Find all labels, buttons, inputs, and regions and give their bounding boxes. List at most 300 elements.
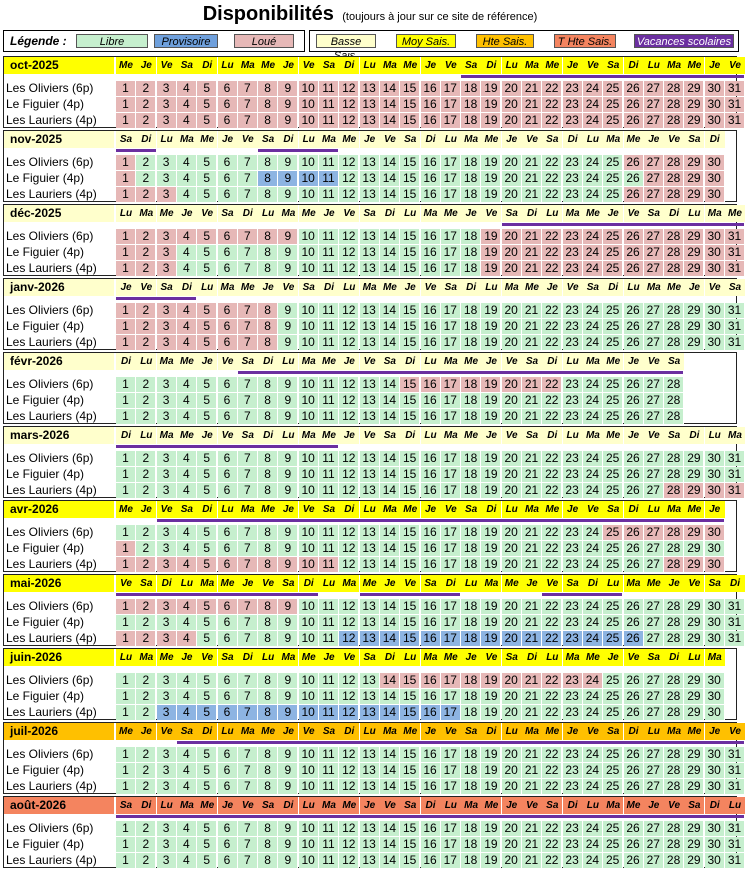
- day-cell[interactable]: 7: [238, 631, 258, 646]
- day-cell[interactable]: 18: [461, 81, 481, 96]
- day-cell[interactable]: 26: [624, 261, 644, 276]
- day-cell[interactable]: 3: [157, 631, 177, 646]
- day-cell[interactable]: 12: [339, 409, 359, 424]
- day-cell[interactable]: 20: [502, 409, 522, 424]
- day-cell[interactable]: 19: [481, 615, 501, 630]
- day-cell[interactable]: 10: [299, 451, 319, 466]
- day-cell[interactable]: 23: [563, 467, 583, 482]
- day-cell[interactable]: 30: [705, 599, 725, 614]
- day-cell[interactable]: 1: [116, 245, 136, 260]
- day-cell[interactable]: 11: [319, 747, 339, 762]
- day-cell[interactable]: 2: [136, 229, 156, 244]
- day-cell[interactable]: 18: [461, 483, 481, 498]
- day-cell[interactable]: 22: [542, 673, 562, 688]
- day-cell[interactable]: 27: [644, 689, 664, 704]
- day-cell[interactable]: 21: [522, 229, 542, 244]
- day-cell[interactable]: 14: [380, 615, 400, 630]
- day-cell[interactable]: 8: [258, 187, 278, 202]
- day-cell[interactable]: 7: [238, 673, 258, 688]
- day-cell[interactable]: 4: [177, 541, 197, 556]
- day-cell[interactable]: 25: [603, 779, 623, 794]
- day-cell[interactable]: 27: [644, 525, 664, 540]
- day-cell[interactable]: 7: [238, 245, 258, 260]
- day-cell[interactable]: 16: [421, 97, 441, 112]
- day-cell[interactable]: 16: [421, 689, 441, 704]
- day-cell[interactable]: 13: [360, 155, 380, 170]
- day-cell[interactable]: 11: [319, 689, 339, 704]
- day-cell[interactable]: 19: [481, 853, 501, 868]
- day-cell[interactable]: 2: [136, 97, 156, 112]
- day-cell[interactable]: 25: [603, 763, 623, 778]
- day-cell[interactable]: 16: [421, 319, 441, 334]
- day-cell[interactable]: 12: [339, 467, 359, 482]
- day-cell[interactable]: 4: [177, 837, 197, 852]
- day-cell[interactable]: 25: [603, 837, 623, 852]
- day-cell[interactable]: 7: [238, 303, 258, 318]
- day-cell[interactable]: 6: [218, 821, 238, 836]
- day-cell[interactable]: 7: [238, 451, 258, 466]
- day-cell[interactable]: 11: [319, 97, 339, 112]
- day-cell[interactable]: 4: [177, 319, 197, 334]
- day-cell[interactable]: 14: [380, 393, 400, 408]
- day-cell[interactable]: 31: [725, 779, 745, 794]
- day-cell[interactable]: 30: [705, 97, 725, 112]
- day-cell[interactable]: 3: [157, 261, 177, 276]
- day-cell[interactable]: 26: [624, 113, 644, 128]
- day-cell[interactable]: 12: [339, 245, 359, 260]
- day-cell[interactable]: 8: [258, 377, 278, 392]
- day-cell[interactable]: 9: [278, 525, 298, 540]
- day-cell[interactable]: 23: [563, 541, 583, 556]
- day-cell[interactable]: 8: [258, 779, 278, 794]
- day-cell[interactable]: 2: [136, 409, 156, 424]
- day-cell[interactable]: 18: [461, 187, 481, 202]
- day-cell[interactable]: 3: [157, 377, 177, 392]
- day-cell[interactable]: 5: [197, 631, 217, 646]
- day-cell[interactable]: 23: [563, 557, 583, 572]
- day-cell[interactable]: 11: [319, 155, 339, 170]
- day-cell[interactable]: 10: [299, 187, 319, 202]
- day-cell[interactable]: 9: [278, 81, 298, 96]
- day-cell[interactable]: 26: [624, 821, 644, 836]
- day-cell[interactable]: 11: [319, 377, 339, 392]
- day-cell[interactable]: 23: [563, 837, 583, 852]
- day-cell[interactable]: 6: [218, 335, 238, 350]
- day-cell[interactable]: 8: [258, 393, 278, 408]
- day-cell[interactable]: 6: [218, 763, 238, 778]
- day-cell[interactable]: 31: [725, 451, 745, 466]
- day-cell[interactable]: 1: [116, 319, 136, 334]
- day-cell[interactable]: 22: [542, 541, 562, 556]
- day-cell[interactable]: 22: [542, 171, 562, 186]
- day-cell[interactable]: 28: [664, 599, 684, 614]
- day-cell[interactable]: 31: [725, 229, 745, 244]
- day-cell[interactable]: 30: [705, 779, 725, 794]
- day-cell[interactable]: 28: [664, 631, 684, 646]
- day-cell[interactable]: 23: [563, 689, 583, 704]
- day-cell[interactable]: 3: [157, 303, 177, 318]
- day-cell[interactable]: 12: [339, 97, 359, 112]
- day-cell[interactable]: 9: [278, 155, 298, 170]
- day-cell[interactable]: 20: [502, 97, 522, 112]
- day-cell[interactable]: 7: [238, 261, 258, 276]
- day-cell[interactable]: 4: [177, 97, 197, 112]
- day-cell[interactable]: 30: [705, 631, 725, 646]
- day-cell[interactable]: 4: [177, 81, 197, 96]
- day-cell[interactable]: 6: [218, 187, 238, 202]
- day-cell[interactable]: 2: [136, 779, 156, 794]
- day-cell[interactable]: 26: [624, 155, 644, 170]
- day-cell[interactable]: 30: [705, 483, 725, 498]
- day-cell[interactable]: 24: [583, 689, 603, 704]
- day-cell[interactable]: 2: [136, 705, 156, 720]
- day-cell[interactable]: 20: [502, 599, 522, 614]
- day-cell[interactable]: 10: [299, 245, 319, 260]
- day-cell[interactable]: 13: [360, 763, 380, 778]
- day-cell[interactable]: 17: [441, 187, 461, 202]
- day-cell[interactable]: 20: [502, 113, 522, 128]
- day-cell[interactable]: 8: [258, 615, 278, 630]
- day-cell[interactable]: 29: [684, 853, 704, 868]
- day-cell[interactable]: 20: [502, 483, 522, 498]
- day-cell[interactable]: 20: [502, 335, 522, 350]
- day-cell[interactable]: 3: [157, 557, 177, 572]
- day-cell[interactable]: 22: [542, 467, 562, 482]
- day-cell[interactable]: 10: [299, 155, 319, 170]
- day-cell[interactable]: 13: [360, 451, 380, 466]
- day-cell[interactable]: 14: [380, 747, 400, 762]
- day-cell[interactable]: 26: [624, 335, 644, 350]
- day-cell[interactable]: 1: [116, 377, 136, 392]
- day-cell[interactable]: 20: [502, 229, 522, 244]
- day-cell[interactable]: 24: [583, 187, 603, 202]
- day-cell[interactable]: 25: [603, 483, 623, 498]
- day-cell[interactable]: 23: [563, 97, 583, 112]
- day-cell[interactable]: 15: [400, 171, 420, 186]
- day-cell[interactable]: 17: [441, 763, 461, 778]
- day-cell[interactable]: 15: [400, 97, 420, 112]
- day-cell[interactable]: 22: [542, 155, 562, 170]
- day-cell[interactable]: 20: [502, 673, 522, 688]
- day-cell[interactable]: 4: [177, 377, 197, 392]
- day-cell[interactable]: 27: [644, 393, 664, 408]
- day-cell[interactable]: 7: [238, 229, 258, 244]
- day-cell[interactable]: 13: [360, 113, 380, 128]
- day-cell[interactable]: 18: [461, 631, 481, 646]
- day-cell[interactable]: 12: [339, 377, 359, 392]
- day-cell[interactable]: 16: [421, 615, 441, 630]
- day-cell[interactable]: 18: [461, 245, 481, 260]
- day-cell[interactable]: 6: [218, 853, 238, 868]
- day-cell[interactable]: 20: [502, 557, 522, 572]
- day-cell[interactable]: 22: [542, 599, 562, 614]
- day-cell[interactable]: 7: [238, 779, 258, 794]
- day-cell[interactable]: 22: [542, 261, 562, 276]
- day-cell[interactable]: 8: [258, 467, 278, 482]
- day-cell[interactable]: 3: [157, 779, 177, 794]
- day-cell[interactable]: 17: [441, 319, 461, 334]
- day-cell[interactable]: 10: [299, 393, 319, 408]
- day-cell[interactable]: 19: [481, 261, 501, 276]
- day-cell[interactable]: 29: [684, 705, 704, 720]
- day-cell[interactable]: 24: [583, 705, 603, 720]
- day-cell[interactable]: 5: [197, 155, 217, 170]
- day-cell[interactable]: 4: [177, 853, 197, 868]
- day-cell[interactable]: 9: [278, 377, 298, 392]
- day-cell[interactable]: 16: [421, 747, 441, 762]
- day-cell[interactable]: 14: [380, 705, 400, 720]
- day-cell[interactable]: 11: [319, 541, 339, 556]
- day-cell[interactable]: 9: [278, 187, 298, 202]
- day-cell[interactable]: 7: [238, 557, 258, 572]
- day-cell[interactable]: 15: [400, 837, 420, 852]
- day-cell[interactable]: 9: [278, 821, 298, 836]
- day-cell[interactable]: 3: [157, 81, 177, 96]
- day-cell[interactable]: 10: [299, 853, 319, 868]
- day-cell[interactable]: 25: [603, 615, 623, 630]
- day-cell[interactable]: 24: [583, 335, 603, 350]
- day-cell[interactable]: 21: [522, 97, 542, 112]
- day-cell[interactable]: 14: [380, 81, 400, 96]
- day-cell[interactable]: 10: [299, 615, 319, 630]
- day-cell[interactable]: 1: [116, 113, 136, 128]
- day-cell[interactable]: 27: [644, 303, 664, 318]
- day-cell[interactable]: 9: [278, 763, 298, 778]
- day-cell[interactable]: 7: [238, 837, 258, 852]
- day-cell[interactable]: 2: [136, 335, 156, 350]
- day-cell[interactable]: 20: [502, 303, 522, 318]
- day-cell[interactable]: 10: [299, 229, 319, 244]
- day-cell[interactable]: 22: [542, 451, 562, 466]
- day-cell[interactable]: 3: [157, 187, 177, 202]
- day-cell[interactable]: 15: [400, 451, 420, 466]
- day-cell[interactable]: 19: [481, 763, 501, 778]
- day-cell[interactable]: 1: [116, 763, 136, 778]
- day-cell[interactable]: 16: [421, 113, 441, 128]
- day-cell[interactable]: 11: [319, 631, 339, 646]
- day-cell[interactable]: 9: [278, 97, 298, 112]
- day-cell[interactable]: 30: [705, 319, 725, 334]
- day-cell[interactable]: 28: [664, 853, 684, 868]
- day-cell[interactable]: 24: [583, 319, 603, 334]
- day-cell[interactable]: 21: [522, 599, 542, 614]
- day-cell[interactable]: 7: [238, 97, 258, 112]
- day-cell[interactable]: 10: [299, 319, 319, 334]
- day-cell[interactable]: 3: [157, 615, 177, 630]
- day-cell[interactable]: 17: [441, 393, 461, 408]
- day-cell[interactable]: 20: [502, 853, 522, 868]
- day-cell[interactable]: 12: [339, 155, 359, 170]
- day-cell[interactable]: 26: [624, 451, 644, 466]
- day-cell[interactable]: 11: [319, 113, 339, 128]
- day-cell[interactable]: 27: [644, 245, 664, 260]
- day-cell[interactable]: 11: [319, 599, 339, 614]
- day-cell[interactable]: 21: [522, 779, 542, 794]
- day-cell[interactable]: 18: [461, 557, 481, 572]
- day-cell[interactable]: 17: [441, 673, 461, 688]
- day-cell[interactable]: 11: [319, 261, 339, 276]
- day-cell[interactable]: 24: [583, 229, 603, 244]
- day-cell[interactable]: 19: [481, 483, 501, 498]
- day-cell[interactable]: 14: [380, 525, 400, 540]
- day-cell[interactable]: 26: [624, 673, 644, 688]
- day-cell[interactable]: 27: [644, 599, 664, 614]
- day-cell[interactable]: 30: [705, 837, 725, 852]
- day-cell[interactable]: 25: [603, 97, 623, 112]
- day-cell[interactable]: 20: [502, 689, 522, 704]
- day-cell[interactable]: 7: [238, 409, 258, 424]
- day-cell[interactable]: 20: [502, 261, 522, 276]
- day-cell[interactable]: 6: [218, 631, 238, 646]
- day-cell[interactable]: 29: [684, 483, 704, 498]
- day-cell[interactable]: 5: [197, 615, 217, 630]
- day-cell[interactable]: 8: [258, 261, 278, 276]
- day-cell[interactable]: 27: [644, 705, 664, 720]
- day-cell[interactable]: 15: [400, 821, 420, 836]
- day-cell[interactable]: 23: [563, 81, 583, 96]
- day-cell[interactable]: 30: [705, 673, 725, 688]
- day-cell[interactable]: 9: [278, 615, 298, 630]
- day-cell[interactable]: 21: [522, 631, 542, 646]
- day-cell[interactable]: 27: [644, 557, 664, 572]
- day-cell[interactable]: 8: [258, 541, 278, 556]
- day-cell[interactable]: 17: [441, 171, 461, 186]
- day-cell[interactable]: 14: [380, 599, 400, 614]
- day-cell[interactable]: 13: [360, 631, 380, 646]
- day-cell[interactable]: 28: [664, 409, 684, 424]
- day-cell[interactable]: 20: [502, 187, 522, 202]
- day-cell[interactable]: 4: [177, 467, 197, 482]
- day-cell[interactable]: 19: [481, 747, 501, 762]
- day-cell[interactable]: 14: [380, 853, 400, 868]
- day-cell[interactable]: 13: [360, 393, 380, 408]
- day-cell[interactable]: 18: [461, 393, 481, 408]
- day-cell[interactable]: 5: [197, 303, 217, 318]
- day-cell[interactable]: 26: [624, 319, 644, 334]
- day-cell[interactable]: 25: [603, 747, 623, 762]
- day-cell[interactable]: 4: [177, 171, 197, 186]
- day-cell[interactable]: 20: [502, 747, 522, 762]
- day-cell[interactable]: 12: [339, 853, 359, 868]
- day-cell[interactable]: 28: [664, 97, 684, 112]
- day-cell[interactable]: 27: [644, 483, 664, 498]
- day-cell[interactable]: 30: [705, 853, 725, 868]
- day-cell[interactable]: 31: [725, 113, 745, 128]
- day-cell[interactable]: 9: [278, 245, 298, 260]
- day-cell[interactable]: 1: [116, 261, 136, 276]
- day-cell[interactable]: 26: [624, 747, 644, 762]
- day-cell[interactable]: 23: [563, 821, 583, 836]
- day-cell[interactable]: 19: [481, 81, 501, 96]
- day-cell[interactable]: 29: [684, 187, 704, 202]
- day-cell[interactable]: 14: [380, 763, 400, 778]
- day-cell[interactable]: 12: [339, 615, 359, 630]
- day-cell[interactable]: 31: [725, 303, 745, 318]
- day-cell[interactable]: 21: [522, 187, 542, 202]
- day-cell[interactable]: 28: [664, 763, 684, 778]
- day-cell[interactable]: 29: [684, 557, 704, 572]
- day-cell[interactable]: 27: [644, 335, 664, 350]
- day-cell[interactable]: 8: [258, 319, 278, 334]
- day-cell[interactable]: 6: [218, 377, 238, 392]
- day-cell[interactable]: 29: [684, 113, 704, 128]
- day-cell[interactable]: 23: [563, 615, 583, 630]
- day-cell[interactable]: 8: [258, 747, 278, 762]
- day-cell[interactable]: 16: [421, 229, 441, 244]
- day-cell[interactable]: 24: [583, 97, 603, 112]
- day-cell[interactable]: 7: [238, 525, 258, 540]
- day-cell[interactable]: 18: [461, 689, 481, 704]
- day-cell[interactable]: 31: [725, 615, 745, 630]
- day-cell[interactable]: 28: [664, 451, 684, 466]
- day-cell[interactable]: 12: [339, 319, 359, 334]
- day-cell[interactable]: 20: [502, 245, 522, 260]
- day-cell[interactable]: 15: [400, 631, 420, 646]
- day-cell[interactable]: 16: [421, 155, 441, 170]
- day-cell[interactable]: 26: [624, 245, 644, 260]
- day-cell[interactable]: 1: [116, 303, 136, 318]
- day-cell[interactable]: 21: [522, 171, 542, 186]
- day-cell[interactable]: 13: [360, 245, 380, 260]
- day-cell[interactable]: 29: [684, 747, 704, 762]
- day-cell[interactable]: 18: [461, 229, 481, 244]
- day-cell[interactable]: 9: [278, 171, 298, 186]
- day-cell[interactable]: 15: [400, 615, 420, 630]
- day-cell[interactable]: 6: [218, 229, 238, 244]
- day-cell[interactable]: 29: [684, 599, 704, 614]
- day-cell[interactable]: 5: [197, 245, 217, 260]
- day-cell[interactable]: 21: [522, 81, 542, 96]
- day-cell[interactable]: 3: [157, 525, 177, 540]
- day-cell[interactable]: 20: [502, 525, 522, 540]
- day-cell[interactable]: 16: [421, 467, 441, 482]
- day-cell[interactable]: 23: [563, 155, 583, 170]
- day-cell[interactable]: 22: [542, 81, 562, 96]
- day-cell[interactable]: 14: [380, 113, 400, 128]
- day-cell[interactable]: 22: [542, 335, 562, 350]
- day-cell[interactable]: 19: [481, 335, 501, 350]
- day-cell[interactable]: 27: [644, 451, 664, 466]
- day-cell[interactable]: 18: [461, 335, 481, 350]
- day-cell[interactable]: 17: [441, 409, 461, 424]
- day-cell[interactable]: 26: [624, 483, 644, 498]
- day-cell[interactable]: 2: [136, 599, 156, 614]
- day-cell[interactable]: 25: [603, 853, 623, 868]
- day-cell[interactable]: 2: [136, 393, 156, 408]
- day-cell[interactable]: 27: [644, 541, 664, 556]
- day-cell[interactable]: 21: [522, 837, 542, 852]
- day-cell[interactable]: 24: [583, 409, 603, 424]
- day-cell[interactable]: 8: [258, 335, 278, 350]
- day-cell[interactable]: 8: [258, 763, 278, 778]
- day-cell[interactable]: 25: [603, 451, 623, 466]
- day-cell[interactable]: 26: [624, 171, 644, 186]
- day-cell[interactable]: 19: [481, 245, 501, 260]
- day-cell[interactable]: 22: [542, 631, 562, 646]
- day-cell[interactable]: 23: [563, 113, 583, 128]
- day-cell[interactable]: 7: [238, 747, 258, 762]
- day-cell[interactable]: 14: [380, 261, 400, 276]
- day-cell[interactable]: 14: [380, 837, 400, 852]
- day-cell[interactable]: 28: [664, 747, 684, 762]
- day-cell[interactable]: 12: [339, 631, 359, 646]
- day-cell[interactable]: 13: [360, 335, 380, 350]
- day-cell[interactable]: 12: [339, 747, 359, 762]
- day-cell[interactable]: 18: [461, 837, 481, 852]
- day-cell[interactable]: 28: [664, 245, 684, 260]
- day-cell[interactable]: 2: [136, 821, 156, 836]
- day-cell[interactable]: 24: [583, 451, 603, 466]
